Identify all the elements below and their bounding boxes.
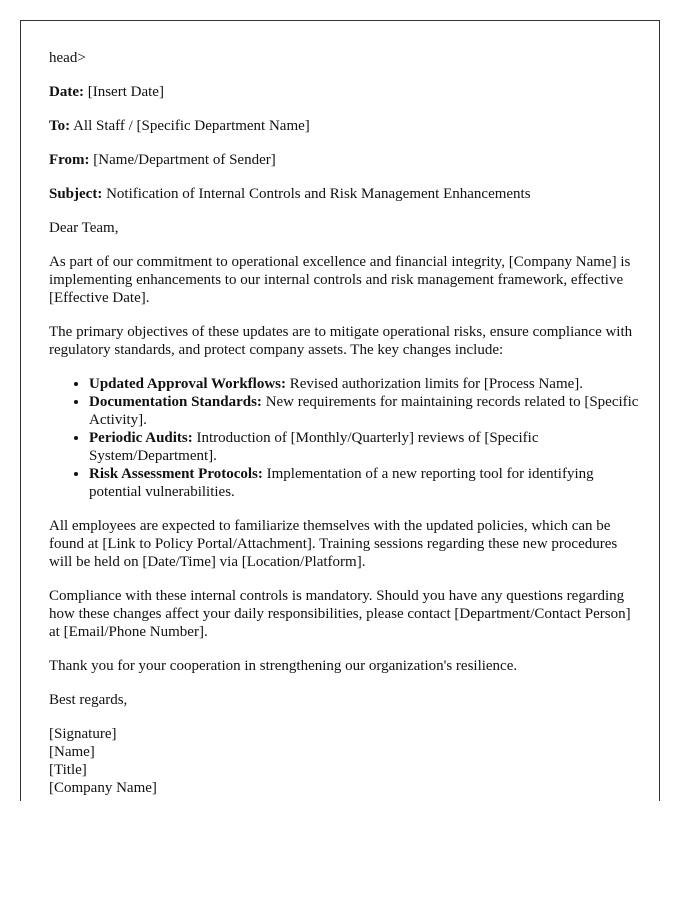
signature-block: [49, 725, 639, 797]
objectives-paragraph: The primary objectives of these updates are to mitigate operational risks, ensure compliance with regulatory standards, and protect company assets. The key changes include:: [49, 324, 633, 358]
list-item: [89, 375, 639, 393]
date-value: [Insert Date]: [87, 84, 164, 100]
letter-page: [20, 20, 660, 801]
list-item: [89, 465, 639, 501]
list-item: [89, 393, 639, 429]
stray-tag-text: head>: [49, 50, 86, 66]
list-item-title: Risk Assessment Protocols:: [89, 466, 263, 482]
list-item-text: New requirements for maintaining records related to [Specific Activity].: [89, 394, 639, 428]
from-label: From:: [49, 152, 90, 168]
employees-paragraph: All employees are expected to familiarize themselves with the updated policies, which can be found at [Link to Policy Portal/Attachment]. Training sessions regarding these new procedures will be held on [Date/Time] via [Location/Platform].: [49, 518, 618, 570]
list-item-title: Periodic Audits:: [89, 430, 193, 446]
subject-label: Subject:: [49, 186, 103, 202]
list-item-text: Revised authorization limits for [Process Name].: [289, 376, 584, 392]
from-line: [49, 151, 639, 169]
thanks-paragraph: Thank you for your cooperation in strengthening our organization's resilience.: [49, 658, 518, 674]
closing: Best regards,: [49, 692, 128, 708]
signature-placeholder: [Signature]: [49, 726, 117, 742]
date-line: [49, 83, 639, 101]
list-item: [89, 429, 639, 465]
signature-title: [Title]: [49, 762, 87, 778]
list-item-text: Implementation of a new reporting tool for identifying potential vulnerabilities.: [89, 466, 594, 500]
date-label: Date:: [49, 84, 84, 100]
to-value: All Staff / [Specific Department Name]: [73, 118, 310, 134]
from-value: [Name/Department of Sender]: [93, 152, 276, 168]
list-item-title: Updated Approval Workflows:: [89, 376, 286, 392]
subject-value: Notification of Internal Controls and Risk Management Enhancements: [106, 186, 531, 202]
salutation: Dear Team,: [49, 220, 119, 236]
letter-content: [49, 49, 639, 801]
list-item-text: Introduction of [Monthly/Quarterly] reviews of [Specific System/Department].: [89, 430, 539, 464]
to-label: To:: [49, 118, 71, 134]
signature-company: [Company Name]: [49, 780, 157, 796]
subject-line: [49, 185, 639, 203]
compliance-paragraph: Compliance with these internal controls is mandatory. Should you have any questions regarding how these changes affect your daily responsibilities, please contact [Department/Contact Person] at [Email/Phone Number].: [49, 588, 631, 640]
key-changes-list: [49, 375, 639, 501]
intro-paragraph: As part of our commitment to operational excellence and financial integrity, [Company Name] is implementing enhancements to our internal controls and risk management framework, effective [Effective Date].: [49, 254, 631, 306]
signature-name: [Name]: [49, 744, 95, 760]
to-line: [49, 117, 639, 135]
list-item-title: Documentation Standards:: [89, 394, 262, 410]
